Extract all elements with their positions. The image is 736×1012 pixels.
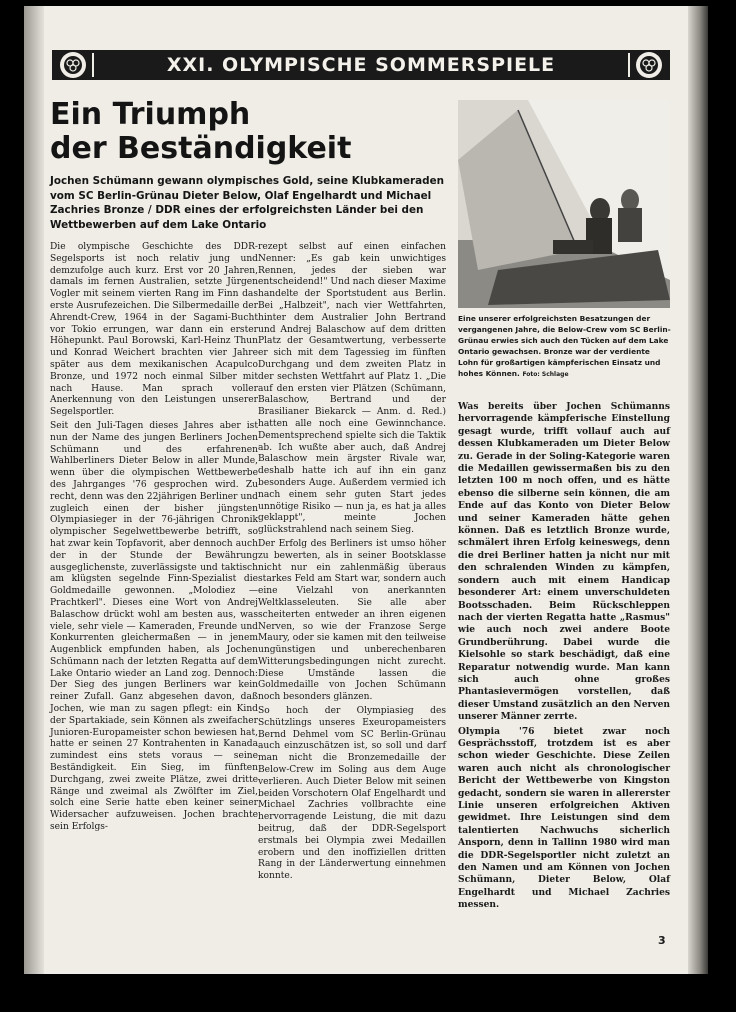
article-column-1 [50, 242, 258, 836]
photo-caption-text: Eine unserer erfolgreichsten Besatzungen der vergangenen Jahre, die Below-Crew vom SC Berlin-Grünau erwies sich auch den Tücken auf dem Lake Ontario gewachsen. Bronze war der verdiente Lohn für großartigen kämpferischen Einsatz und hohes Können. [458, 314, 671, 378]
article-headline [50, 98, 460, 166]
magazine-page [24, 6, 708, 974]
column-2-paragraph: So hoch der Olympiasieg des Schützlings unseres Exeuropameisters Bernd Dehmel vom SC Berlin-Grünau auch einzuschätzen ist, so soll und darf man nicht die Bronzemedaille der Below-Crew im Soling aus dem Auge verlieren. Auch Dieter Below mit seinen beiden Vorschotern Olaf Engelhardt und Michael Zachries vollbrachte eine hervorragende Leistung, die mit dazu beitrug, daß der DDR-Segelsport erstmals bei Olympia zwei Medaillen erobern und den inoffiziellen dritten Rang in der Länderwertung einnehmen konnte. [258, 706, 446, 882]
photo-credit: Foto: Schlage [522, 370, 569, 378]
page-gutter-shadow [24, 6, 44, 974]
column-2-paragraph: rezept selbst auf einen einfachen Nenner: „Es gab kein unwichtiges Rennen, jedes der sieben war entscheidend!" Und nach dieser Maxime handelte der Sportstudent aus Berlin. Bei „Halbzeit", nach vier Wettfahrten, hinter dem Australier John Bertrand und Andrej Balaschow auf dem dritten Platz der Gesamtwertung, verbesserte er sich mit dem Tagessieg im fünften Durchgang und dem zweiten Platz in der sechsten Wettfahrt auf Platz 1. „Die auf den ersten vier Plätzen (Schümann, Balaschow, Bertrand und der Brasilianer Biekarck — Anm. d. Red.) hatten alle noch eine Gewinnchance. Dementsprechend spielte sich die Taktik ab. Ich wußte aber auch, daß Andrej Balaschow mein ärgster Rivale war, deshalb hatte ich auf ihn ein ganz besonders Auge. Außerdem vermied ich nach einem sehr guten Start jedes unnötige Risiko — nun ja, es hat ja alles geklappt", meinte Jochen glückstrahlend nach seinem Sieg. [258, 242, 446, 536]
photo-caption [458, 314, 672, 380]
sailing-crew-photo [458, 100, 670, 308]
article-column-2 [258, 242, 446, 885]
headline-line-2: der Beständigkeit [50, 131, 352, 166]
olympic-emblem-icon [60, 52, 86, 78]
column-1-paragraph: Die olympische Geschichte des DDR-Segelsports ist noch relativ jung und demzufolge auch kurz. Erst vor 20 Jahren, damals im fernen Australien, setzte Jürgen Vogler mit seinem vierten Rang im Finn das erste Ausrufezeichen. Die Silbermedaille der Ahrendt-Crew, 1964 in der Sagami-Bucht vor Tokio errungen, war dann ein erster Höhepunkt. Paul Borowski, Karl-Heinz Thun und Konrad Weichert brachten vier Jahre später aus dem mexikanischen Acapulco Bronze, und 1972 noch einmal Silber mit nach Hause. Man sprach voller Anerkennung von den Leistungen unserer Segelsportler. [50, 242, 258, 418]
article-lead: Jochen Schümann gewann olympisches Gold, seine Klubkameraden vom SC Berlin-Grünau Dieter Below, Olaf Engelhardt und Michael Zachries Bronze / DDR eines der erfolgreichsten Länder bei den Wettbewerben auf dem Lake Ontario [50, 175, 445, 231]
headline-line-1: Ein Triumph [50, 97, 251, 132]
article-column-3 [458, 401, 670, 914]
column-2-paragraph: Der Erfolg des Berliners ist umso höher zu bewerten, als in seiner Bootsklasse nicht nur ein zahlenmäßig überaus starkes Feld am Start war, sondern auch eine Vielzahl von anerkannten Weltklasseleuten. Sie alle aber scheiterten entweder an ihren eigenen Nerven, so wie der Franzose Serge Maury, oder sie kamen mit den teilweise ungünstigen und unberechenbaren Witterungsbedingungen nicht zurecht. Diese Umstände lassen die Goldmedaille von Jochen Schümann noch besonders glänzen. [258, 538, 446, 703]
page-binding-edge [688, 6, 708, 974]
section-banner [52, 50, 670, 80]
column-3-paragraph: Olympia '76 bietet zwar noch Gesprächsstoff, trotzdem ist es aber schon wieder Geschichte. Diese Zeilen waren auch nicht als chronologischer Bericht der Wettbewerbe von Kingston gedacht, sondern sie waren in allererster Linie unseren erfolgreichen Aktiven gewidmet. Ihre Leistungen sind dem talentierten Nachwuchs sicherlich Ansporn, denn in Tallinn 1980 wird man die DDR-Segelsportler nicht zuletzt an den Namen und am Können von Jochen Schümann, Dieter Below, Olaf Engelhardt und Michael Zachries messen. [458, 725, 670, 911]
column-1-paragraph: Seit den Juli-Tagen dieses Jahres aber ist nun der Name des jungen Berliners Jochen Schümann und des erfahrenen Wahlberliners Dieter Below in aller Munde, wenn über die olympischen Wettbewerbe des Jahrganges '76 gesprochen wird. Zu recht, denn was den 22jährigen Berliner und zugleich einen der bisher jüngsten Olympiasieger in der 76-jährigen Chronik olympischer Segelwettbewerbe betrifft, so hat zwar kein Topfavorit, aber dennoch auch der in der Stunde der Bewährung ausgeglichenste, zuverlässigste und taktisch am klügsten segelnde Finn-Spezialist die Goldmedaille gewonnen. „Molodiez — Prachtkerl". Dieses eine Wort von Andrej Balaschow drückt wohl am besten aus, was viele, sehr viele — Kameraden, Freunde und Konkurrenten gleichermaßen — in jenem Augenblick empfunden haben, als Jochen Schümann nach der letzten Regatta auf dem Lake Ontario wieder an Land zog. Dennoch: Der Sieg des jungen Berliners war kein reiner Zufall. Ganz abgesehen davon, daß Jochen, wie man zu sagen pflegt: ein Kind der Spartakiade, sein Können als zweifacher Junioren-Europameister schon bewiesen hat, hatte er seinen 27 Kontrahenten in Kanada zumindest eins stets voraus — seine Beständigkeit. Ein Sieg, im fünften Durchgang, zwei zweite Plätze, zwei dritte Ränge und zweimal als Zwölfter im Ziel, solch eine Serie hatte eben keiner seiner Widersacher aufzuweisen. Jochen brachte sein Erfolgs- [50, 420, 258, 833]
banner-title: XXI. OLYMPISCHE SOMMERSPIELE [92, 53, 630, 77]
page-number: 3 [658, 934, 666, 947]
olympic-emblem-icon [636, 52, 662, 78]
column-3-paragraph: Was bereits über Jochen Schümanns hervorragende kämpferische Einstellung gesagt wurde, trifft vollauf auch auf dessen Klubkameraden um Dieter Below zu. Gerade in der Soling-Kategorie waren die Medaillen gewissermaßen bis zu den letzten 100 m noch offen, und es hätte ebenso die silberne sein können, die am Ende auf das Konto von Dieter Below und seiner Kameraden hätte gehen können. Daß es letztlich Bronze wurde, schmälert ihren Erfolg keineswegs, denn die drei Berliner hatten ja nicht nur mit den schralenden Winden zu kämpfen, sondern auch mit einem Handicap besonderer Art: einem unverschuldeten Bootsschaden. Beim Rückschleppen nach der vierten Regatta hatte „Rasmus" wie auch noch zwei andere Boote Grundberührung. Dabei wurde die Kielsohle so stark beschädigt, daß eine Reparatur notwendig wurde. Man kann sich auch ohne großes Phantasievermögen vorstellen, daß dieser Umstand zusätzlich an den Nerven unserer Männer zerrte. [458, 401, 670, 723]
